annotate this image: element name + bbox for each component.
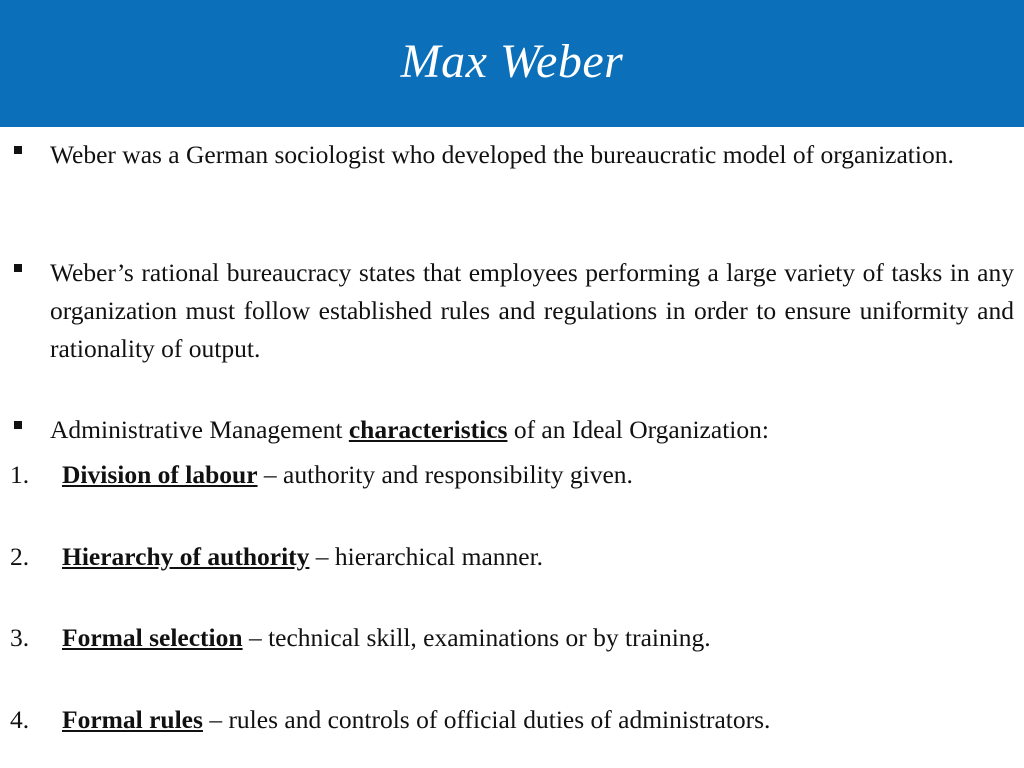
item-number: 1. [10,460,30,489]
characteristics-emphasis: characteristics [348,415,508,444]
numbered-item-formal-selection [10,619,1014,657]
slide-title: Max Weber [400,35,624,88]
item-term: Formal rules [62,705,203,734]
bullet-text: Weber was a German sociologist who developed the bureaucratic model of organization. [50,140,954,169]
numbered-item-division-of-labour [10,456,1014,494]
item-number: 3. [10,623,30,652]
item-description: – rules and controls of official duties of administrators. [202,705,771,734]
bullet-text-after: of an Ideal Organization: [507,415,769,444]
bullet-item-rational-bureaucracy [14,254,1014,368]
item-term: Formal selection [62,623,243,652]
bullet-text: Weber’s rational bureaucracy states that employees performing a large variety of tasks in any organization must follow established rules and regulations in order to ensure uniformity and rationality of output. [50,258,1014,363]
square-bullet-icon [14,146,22,154]
bullet-item-characteristics [14,411,1014,449]
item-description: – technical skill, examinations or by training. [242,623,711,652]
item-term: Division of labour [62,460,258,489]
item-description: – authority and responsibility given. [257,460,633,489]
bullet-text [50,411,1014,449]
item-number: 4. [10,705,30,734]
item-term: Hierarchy of authority [62,542,310,571]
item-number: 2. [10,542,30,571]
numbered-item-formal-rules [10,701,1014,739]
square-bullet-icon [14,264,22,272]
item-description: – hierarchical manner. [309,542,544,571]
bullet-text-before: Administrative Management [50,415,349,444]
square-bullet-icon [14,421,22,429]
numbered-item-hierarchy-of-authority [10,538,1014,576]
bullet-item-bureaucratic-model [14,136,1014,174]
title-bar [0,0,1024,127]
